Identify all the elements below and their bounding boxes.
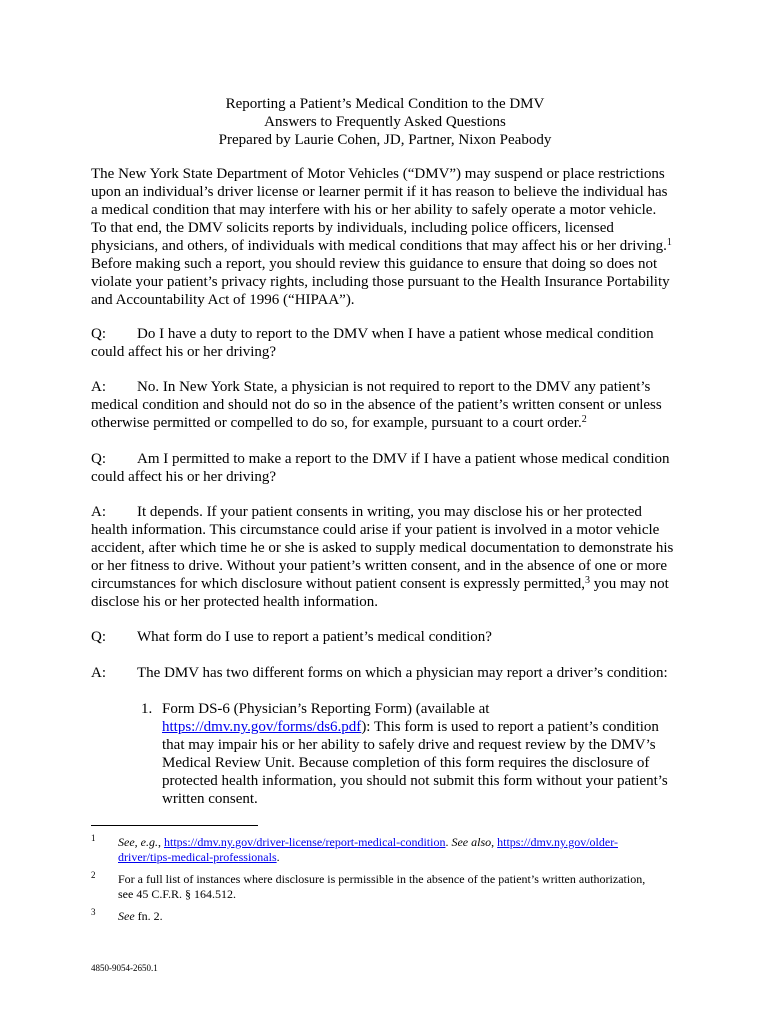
footnote-ref-1[interactable]: 1 [666, 237, 672, 248]
older-driver-link-cont[interactable]: driver/tips-medical-professionals [118, 850, 277, 864]
question-2 [91, 450, 691, 486]
intro-line: upon an individual’s driver license or learner permit if it has reason to believe the individual has [91, 184, 668, 200]
punct: . [445, 835, 452, 849]
answer-text: No. In New York State, a physician is not required to report to the DMV any patient’s [137, 379, 651, 395]
question-line: could affect his or her driving? [91, 469, 277, 485]
see: See [118, 909, 135, 923]
intro-line: and Accountability Act of 1996 (“HIPAA”). [91, 292, 355, 308]
document-id: 4850-9054-2650.1 [91, 963, 158, 973]
q-label: Q: [91, 451, 106, 467]
question-1 [91, 325, 691, 361]
answer-1 [91, 378, 691, 432]
q-label: Q: [91, 326, 106, 342]
title-line-3: Prepared by Laurie Cohen, JD, Partner, Nixon Peabody [218, 132, 552, 148]
footnote-text [118, 872, 691, 902]
q-label: Q: [91, 629, 106, 645]
question-text: Do I have a duty to report to the DMV when I have a patient whose medical condition [137, 326, 654, 342]
question-line: could affect his or her driving? [91, 344, 277, 360]
title-line-2: Answers to Frequently Asked Questions [264, 114, 506, 130]
list-line [141, 700, 701, 718]
see-eg: See, e.g. [118, 835, 158, 849]
answer-line: or her fitness to drive. Without your patient’s written consent, and in the absence of one or more [91, 558, 668, 574]
answer-3 [91, 664, 691, 682]
question-text: What form do I use to report a patient’s medical condition? [137, 629, 492, 645]
answer-line: accident, after which time he or she is asked to supply medical documentation to demonstrate his [91, 540, 674, 556]
a-label: A: [91, 504, 106, 520]
older-driver-link[interactable]: https://dmv.ny.gov/older- [497, 835, 618, 849]
footnote-mark: 1 [91, 833, 96, 843]
footnote-divider [91, 825, 258, 826]
answer-text: circumstances for which disclosure without patient consent is expressly permitted, [91, 576, 586, 592]
answer-text: The DMV has two different forms on which a physician may report a driver’s condition: [137, 665, 668, 681]
intro-line-text: physicians, and others, of individuals with medical conditions that may affect his or her driving. [91, 238, 667, 254]
answer-line-with-footnote [91, 414, 691, 432]
answer-line-with-footnote [91, 575, 691, 593]
list-line: that may impair his or her ability to safely drive and request review by the DMV’s [162, 737, 656, 753]
answer-text: It depends. If your patient consents in writing, you may disclose his or her protected [137, 504, 642, 520]
punct: , [157, 835, 164, 849]
footnote-line: see 45 C.F.R. § 164.512. [118, 887, 237, 901]
punct: , [491, 835, 498, 849]
footnote-mark: 3 [91, 907, 96, 917]
a-label: A: [91, 665, 106, 681]
intro-paragraph [91, 165, 691, 309]
intro-line: violate your patient’s privacy rights, including those pursuant to the Health Insurance Portability [91, 274, 670, 290]
intro-line-with-footnote [91, 237, 691, 255]
footnote-ref-3[interactable]: 3 [585, 575, 591, 586]
intro-line: a medical condition that may interfere with his or her ability to safely operate a motor vehicle. [91, 202, 657, 218]
question-line [91, 325, 691, 343]
question-line [91, 450, 691, 468]
answer-line [91, 503, 691, 521]
question-line [91, 628, 691, 646]
title-line-1: Reporting a Patient’s Medical Condition to the DMV [225, 96, 545, 112]
footnote-text [118, 909, 691, 924]
list-item-form-ds6 [141, 700, 701, 808]
list-line: protected health information, you should not submit this form without your patient’s [162, 773, 668, 789]
list-line: written consent. [162, 791, 258, 807]
punct: . [276, 850, 280, 864]
footnote-text [118, 835, 691, 865]
list-text: ): This form is used to report a patient’s condition [361, 719, 659, 735]
footnote-line: fn. 2. [134, 909, 163, 923]
answer-text: you may not [590, 576, 669, 592]
see-also: See also [451, 835, 492, 849]
answer-text: otherwise permitted or compelled to do so, for example, pursuant to a court order. [91, 415, 582, 431]
ds6-form-link[interactable]: https://dmv.ny.gov/forms/ds6.pdf [162, 719, 362, 735]
question-text: Am I permitted to make a report to the DMV if I have a patient whose medical condition [137, 451, 670, 467]
answer-2 [91, 503, 691, 611]
intro-line: Before making such a report, you should review this guidance to ensure that doing so does not [91, 256, 658, 272]
footnote-line: For a full list of instances where disclosure is permissible in the absence of the patient’s written authorization, [118, 872, 646, 886]
list-number: 1. [141, 701, 153, 717]
footnote-ref-2[interactable]: 2 [581, 414, 587, 425]
answer-line: disclose his or her protected health information. [91, 594, 378, 610]
list-line: Medical Review Unit. Because completion of this form requires the disclosure of [162, 755, 650, 771]
answer-line: health information. This circumstance could arise if your patient is involved in a motor vehicle [91, 522, 660, 538]
a-label: A: [91, 379, 106, 395]
report-medical-condition-link[interactable]: https://dmv.ny.gov/driver-license/report-medical-condition [163, 835, 446, 849]
intro-line: The New York State Department of Motor Vehicles (“DMV”) may suspend or place restrictions [91, 166, 665, 182]
list-text: Form DS-6 (Physician’s Reporting Form) (available at [162, 701, 490, 717]
question-3 [91, 628, 691, 646]
answer-line [91, 664, 691, 682]
intro-line: To that end, the DMV solicits reports by individuals, including police officers, licensed [91, 220, 614, 236]
document-title [0, 95, 770, 149]
answer-line: medical condition and should not do so in the absence of the patient’s written consent or unless [91, 397, 662, 413]
answer-line [91, 378, 691, 396]
list-line [141, 718, 701, 736]
footnote-mark: 2 [91, 870, 96, 880]
